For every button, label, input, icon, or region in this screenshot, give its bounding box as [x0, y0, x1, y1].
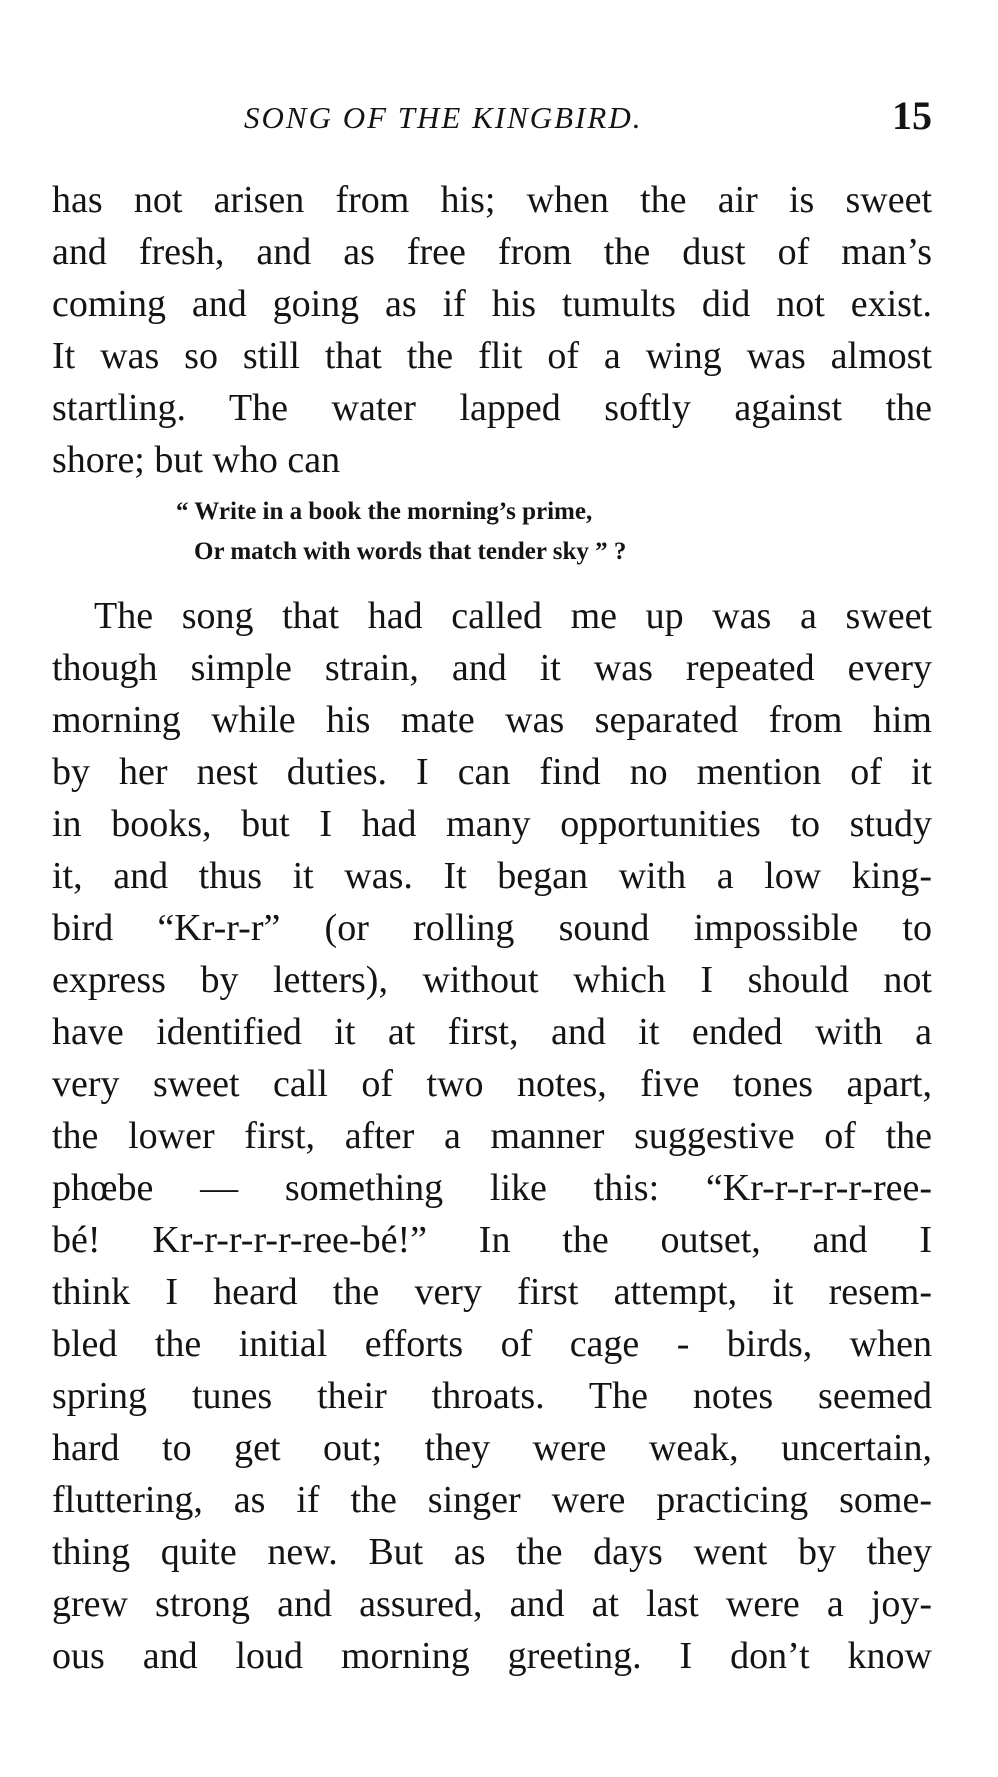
- text-line: and fresh, and as free from the dust of man’s: [52, 231, 932, 273]
- paragraph-1: [52, 174, 932, 486]
- text-line: think I heard the very first attempt, it resem-: [52, 1271, 932, 1313]
- text-line: in books, but I had many opportunities to study: [52, 803, 932, 845]
- verse-quotation: [176, 492, 816, 572]
- text-line: spring tunes their throats. The notes seemed: [52, 1375, 932, 1417]
- text-line: the lower first, after a manner suggestive of the: [52, 1115, 932, 1157]
- text-line: though simple strain, and it was repeated every: [52, 647, 932, 689]
- text-line: it, and thus it was. It began with a low king-: [52, 855, 932, 897]
- paragraph-2: [52, 590, 932, 1682]
- text-line: coming and going as if his tumults did not exist.: [52, 283, 932, 325]
- text-line: The song that had called me up was a sweet: [94, 595, 932, 637]
- text-line: fluttering, as if the singer were practicing some-: [52, 1479, 932, 1521]
- running-title: SONG OF THE KINGBIRD.: [244, 100, 643, 135]
- text-line: very sweet call of two notes, five tones apart,: [52, 1063, 932, 1105]
- text-line: phœbe — something like this: “Kr-r-r-r-r-ree-: [52, 1167, 932, 1209]
- text-line: morning while his mate was separated from him: [52, 699, 932, 741]
- text-line: hard to get out; they were weak, uncertain,: [52, 1427, 932, 1469]
- text-line: bled the initial efforts of cage - birds, when: [52, 1323, 932, 1365]
- text-line: bé! Kr-r-r-r-r-ree-bé!” In the outset, and I: [52, 1219, 932, 1261]
- text-line: shore; but who can: [52, 439, 341, 481]
- text-line: startling. The water lapped softly against the: [52, 387, 932, 429]
- text-line: grew strong and assured, and at last were a joy-: [52, 1583, 932, 1625]
- text-line: by her nest duties. I can find no mention of it: [52, 751, 932, 793]
- text-line: It was so still that the flit of a wing was almost: [52, 335, 932, 377]
- text-line: have identified it at first, and it ended with a: [52, 1011, 932, 1053]
- page-header: [52, 93, 932, 146]
- quote-line: “ Write in a book the morning’s prime,: [176, 498, 593, 525]
- quote-line: Or match with words that tender sky ” ?: [194, 538, 627, 565]
- text-line: express by letters), without which I should not: [52, 959, 932, 1001]
- text-line: thing quite new. But as the days went by they: [52, 1531, 932, 1573]
- text-line: has not arisen from his; when the air is sweet: [52, 179, 932, 221]
- text-line: ous and loud morning greeting. I don’t know: [52, 1635, 932, 1677]
- text-line: bird “Kr-r-r” (or rolling sound impossible to: [52, 907, 932, 949]
- page-number: 15: [892, 93, 932, 138]
